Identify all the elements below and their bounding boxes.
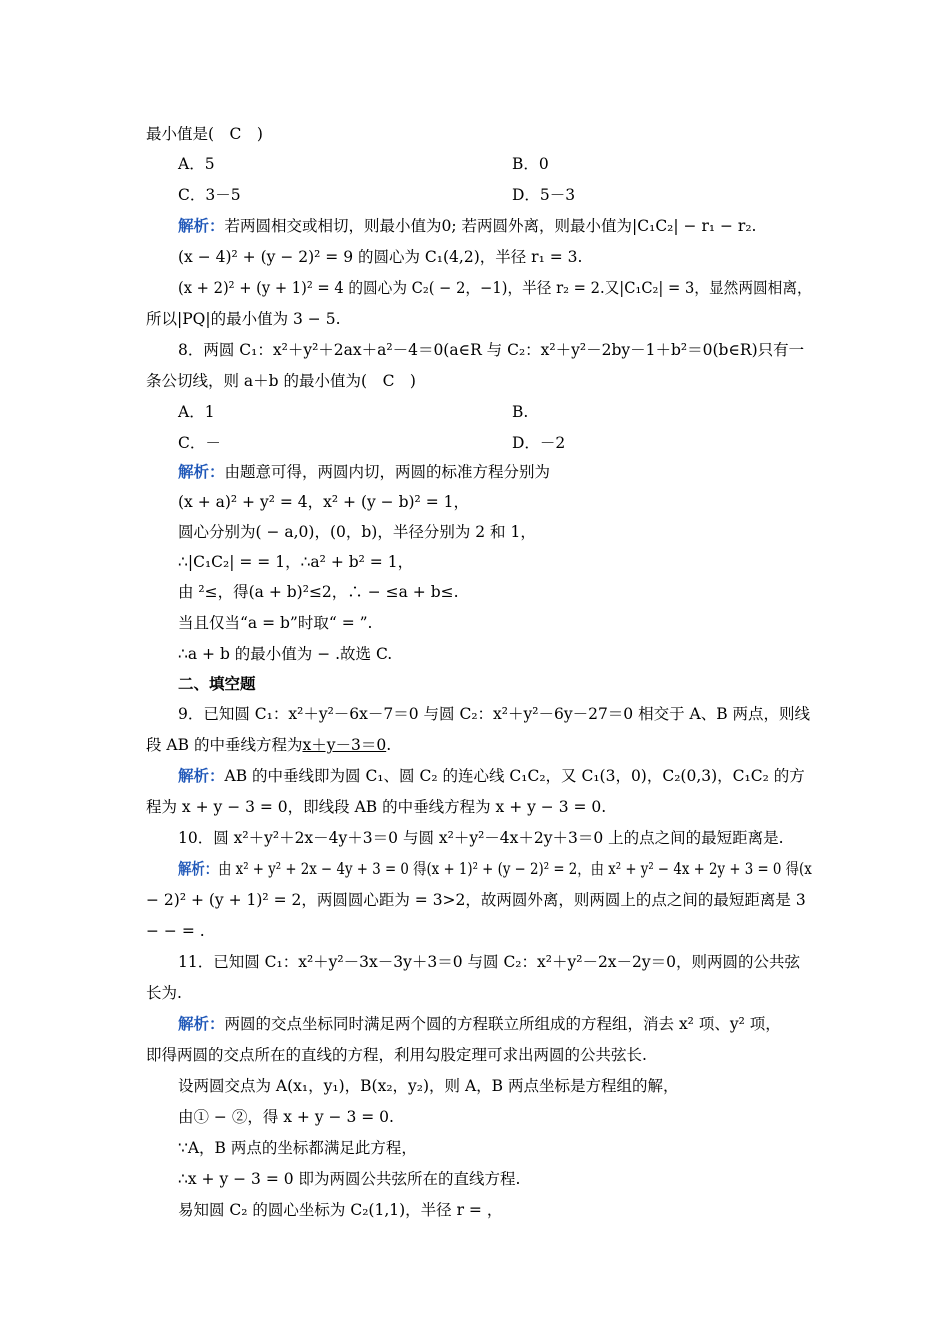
q10-solution-line: − − = . [146, 922, 205, 940]
q8-solution-line: ∴|C₁C₂| = = 1，∴a² + b² = 1， [178, 553, 414, 571]
solution-label: 解析： [178, 1014, 225, 1033]
q11-solution-line: 即得两圆的交点所在的直线的方程，利用勾股定理可求出两圆的公共弦长. [146, 1046, 647, 1064]
q8-solution-line: 圆心分别为( − a,0)，(0，b)，半径分别为 2 和 1， [178, 523, 536, 541]
q7-solution-line: 解析：若两圆相交或相切，则最小值为0; 若两圆外离，则最小值为|C₁C₂| − r₁ − r₂. [178, 216, 757, 235]
q8-stem: 条公切线，则 a＋b 的最小值为( C ) [146, 372, 416, 390]
q11-solution-line: ∴x + y − 3 = 0 即为两圆公共弦所在的直线方程. [178, 1170, 521, 1188]
q10-solution-line: − 2)² + (y + 1)² = 2，两圆圆心距为 = 3>2，故两圆外离，则两圆上的点之间的最短距离是 3 [146, 891, 806, 909]
q7-stem-end: 最小值是( C ) [146, 125, 263, 143]
q7-solution-line: (x − 4)² + (y − 2)² = 9 的圆心为 C₁(4,2)，半径 r₁ = 3. [178, 248, 583, 266]
q11-solution-line: 解析：两圆的交点坐标同时满足两个圆的方程联立所组成的方程组，消去 x² 项、y² 项， [178, 1014, 781, 1033]
q11-solution-line: 易知圆 C₂ 的圆心坐标为 C₂(1,1)，半径 r = ， [178, 1201, 503, 1219]
section-heading: 二、填空题 [178, 674, 256, 693]
solution-label: 解析： [178, 462, 225, 481]
q8-option-b: B. [512, 403, 529, 421]
q10-solution-line: 解析：由 x² + y² + 2x − 4y + 3 = 0 得(x + 1)² + (y − 2)² = 2，由 x² + y² − 4x + 2y + 3 = 0 得(x [178, 859, 812, 878]
q7-option-b: B．0 [512, 155, 549, 173]
q10-stem: 10．圆 x²＋y²＋2x－4y＋3＝0 与圆 x²＋y²－4x＋2y＋3＝0 上的点之间的最短距离是. [178, 829, 784, 847]
q11-stem: 长为. [146, 984, 182, 1002]
solution-label: 解析： [178, 216, 225, 235]
q8-option-d: D．－2 [512, 434, 566, 452]
q8-stem: 8．两圆 C₁：x²＋y²＋2ax＋a²－4＝0(a∈R 与 C₂：x²＋y²－2by－1＋b²＝0(b∈R)只有一 [178, 341, 805, 359]
q7-option-a: A．5 [178, 155, 215, 173]
q7-option-c: C．3－5 [178, 186, 241, 204]
q11-solution-line: ∵A，B 两点的坐标都满足此方程， [178, 1139, 417, 1157]
q8-solution-line: ∴a + b 的最小值为 − .故选 C. [178, 645, 393, 663]
q7-solution-line: 所以|PQ|的最小值为 3 − 5. [146, 310, 341, 328]
q8-option-a: A．1 [178, 403, 215, 421]
solution-label: 解析： [178, 766, 225, 785]
q11-solution-line: 设两圆交点为 A(x₁，y₁)，B(x₂，y₂)，则 A，B 两点坐标是方程组的解， [178, 1077, 679, 1095]
q9-answer: x＋y－3＝0 [302, 736, 387, 754]
q9-stem: 9．已知圆 C₁：x²＋y²－6x－7＝0 与圆 C₂：x²＋y²－6y－27＝0 相交于 A、B 两点，则线 [178, 705, 811, 723]
solution-label: 解析： [178, 859, 219, 878]
q9-solution-line: 解析：AB 的中垂线即为圆 C₁、圆 C₂ 的连心线 C₁C₂，又 C₁(3，0)，C₂(0,3)，C₁C₂ 的方 [178, 766, 805, 785]
q9-solution-line: 程为 x + y − 3 = 0，即线段 AB 的中垂线方程为 x + y − 3 = 0. [146, 798, 607, 816]
q7-option-d: D．5－3 [512, 186, 576, 204]
q11-stem: 11．已知圆 C₁：x²＋y²－3x－3y＋3＝0 与圆 C₂：x²＋y²－2x－2y＝0，则两圆的公共弦 [178, 953, 801, 971]
q8-option-c: C．－ [178, 434, 221, 452]
q8-solution-line: 由 ²≤，得(a + b)²≤2，∴ − ≤a + b≤. [178, 583, 459, 601]
q9-stem: 段 AB 的中垂线方程为x＋y－3＝0. [146, 736, 392, 754]
q8-solution-line: 当且仅当“a = b”时取“ = ”. [178, 614, 373, 632]
q8-solution-line: (x + a)² + y² = 4，x² + (y − b)² = 1， [178, 493, 469, 511]
q8-solution-line: 解析：由题意可得，两圆内切，两圆的标准方程分别为 [178, 462, 551, 481]
q11-solution-line: 由① − ②，得 x + y − 3 = 0. [178, 1108, 394, 1126]
q7-solution-line: (x + 2)² + (y + 1)² = 4 的圆心为 C₂( − 2，−1)，半径 r₂ = 2.又|C₁C₂| = 3，显然两圆相离， [178, 279, 812, 297]
